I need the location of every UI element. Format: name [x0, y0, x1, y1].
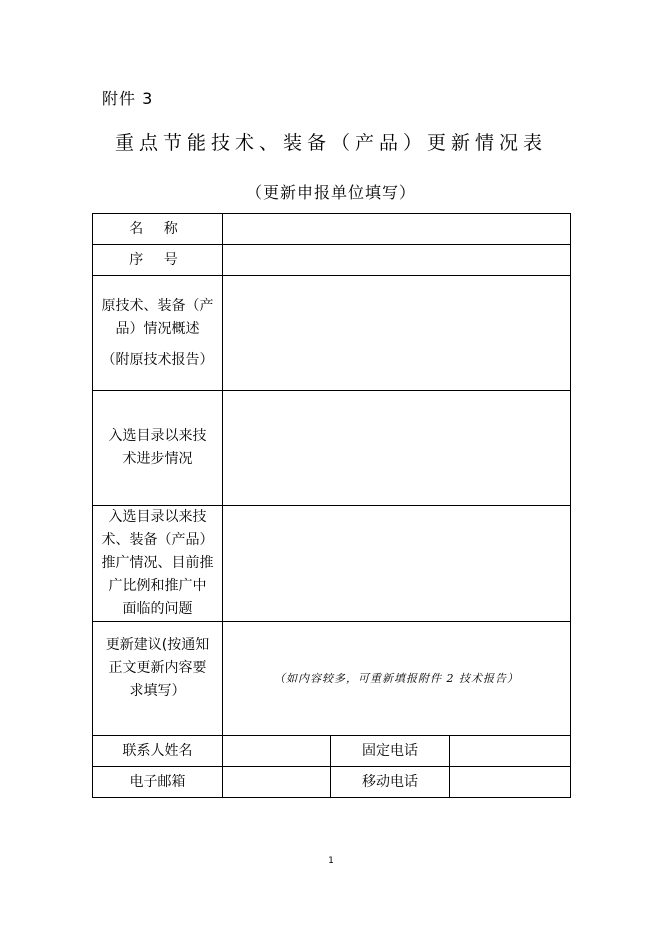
mobile-label-cell: [331, 767, 450, 798]
serial-row: [93, 245, 571, 276]
original-overview-label-cell: [93, 276, 223, 391]
contact-name-label: 联系人姓名: [122, 742, 193, 759]
progress-label-cell: [93, 391, 223, 506]
original-overview-row: [93, 276, 571, 391]
progress-line1: 入选目录以来技: [108, 428, 207, 444]
mobile-label: 移动电话: [362, 773, 418, 790]
email-label-cell: [93, 767, 223, 798]
promotion-value-cell[interactable]: [223, 506, 571, 622]
original-overview-line2: 品）情况概述: [115, 320, 200, 337]
original-overview-line3: （附原技术报告）: [101, 351, 214, 368]
contact-row-2: [93, 767, 571, 798]
landline-value-cell[interactable]: [450, 736, 571, 767]
promotion-line5: 面临的问题: [122, 601, 193, 617]
mobile-value-cell[interactable]: [450, 767, 571, 798]
name-label: 名 称: [129, 220, 186, 237]
contact-name-value-cell[interactable]: [223, 736, 331, 767]
original-overview-value-cell[interactable]: [223, 276, 571, 391]
landline-label-cell: [331, 736, 450, 767]
name-value-cell[interactable]: [223, 214, 571, 245]
update-form-table: [92, 213, 571, 798]
promotion-line1: 入选目录以来技: [108, 509, 207, 525]
serial-label: 序 号: [129, 251, 186, 268]
attachment-label: 附件 3: [102, 89, 154, 108]
suggestion-line2: 正文更新内容要: [108, 660, 207, 676]
page-number: 1: [328, 856, 334, 866]
promotion-row: [93, 506, 571, 622]
suggestion-line1: 更新建议(按通知: [105, 637, 210, 653]
suggestion-line3: 求填写）: [129, 683, 186, 699]
name-row: [93, 214, 571, 245]
document-title: 重点节能技术、装备（产品）更新情况表: [114, 132, 547, 154]
suggestion-label-cell: [93, 622, 223, 736]
serial-label-cell: [93, 245, 223, 276]
original-overview-line1: 原技术、装备（产: [101, 297, 214, 314]
progress-row: [93, 391, 571, 506]
contact-row-1: [93, 736, 571, 767]
name-label-cell: [93, 214, 223, 245]
promotion-line3: 推广情况、目前推: [101, 555, 214, 571]
suggestion-row: [93, 622, 571, 736]
progress-line2: 术进步情况: [122, 451, 193, 467]
promotion-label-cell: [93, 506, 223, 622]
serial-value-cell[interactable]: [223, 245, 571, 276]
suggestion-note: （如内容较多，可重新填报附件 2 技术报告）: [274, 672, 519, 685]
contact-name-label-cell: [93, 736, 223, 767]
suggestion-value-cell[interactable]: [223, 622, 571, 736]
landline-label: 固定电话: [362, 742, 418, 759]
progress-value-cell[interactable]: [223, 391, 571, 506]
email-label: 电子邮箱: [129, 773, 186, 790]
promotion-line2: 术、装备（产品）: [101, 532, 214, 548]
document-subtitle: （更新申报单位填写）: [245, 183, 416, 202]
promotion-line4: 广比例和推广中: [108, 578, 207, 594]
email-value-cell[interactable]: [223, 767, 331, 798]
